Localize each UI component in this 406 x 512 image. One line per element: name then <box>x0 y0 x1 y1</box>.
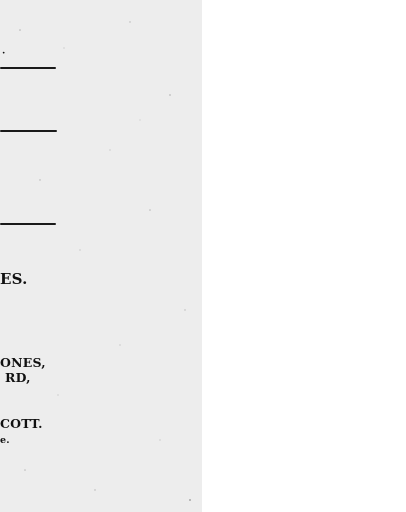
name-fragment-1-line-1: ONES, <box>0 355 46 370</box>
stray-ink-mark: · <box>2 48 6 59</box>
heading-fragment: ES. <box>0 270 28 288</box>
name-fragment-2-line-1: COTT. <box>0 416 43 431</box>
paper-grain-texture <box>0 0 202 512</box>
blank-area <box>202 0 406 512</box>
name-fragment-1-line-2: RD, <box>5 370 31 385</box>
rule-lower <box>0 223 56 225</box>
rule-top <box>0 67 56 69</box>
scanned-newspaper-strip <box>0 0 202 512</box>
name-fragment-2-line-2: e. <box>0 435 10 446</box>
rule-middle <box>0 130 57 132</box>
